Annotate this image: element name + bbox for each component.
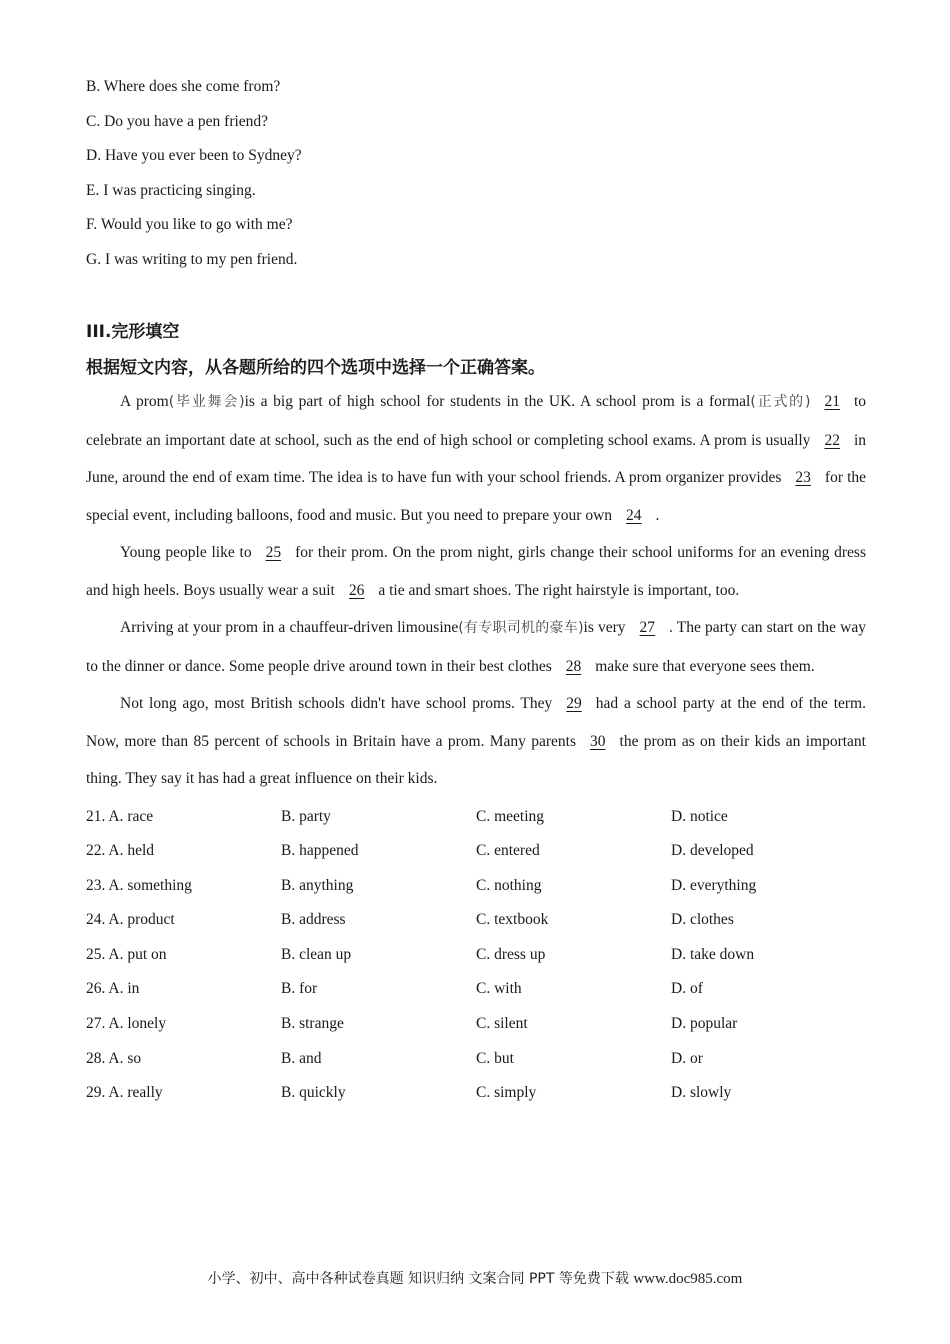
question-options-table bbox=[86, 800, 866, 1111]
blank-21[interactable]: 21 bbox=[824, 393, 840, 410]
option-f: F. Would you like to go with me? bbox=[86, 216, 293, 233]
section-title: III.完形填空 bbox=[86, 322, 180, 342]
text: is a big part of high school for students in the UK. A school prom is a formal bbox=[244, 393, 751, 410]
passage-paragraph-3 bbox=[86, 609, 866, 685]
choice-b[interactable]: B. party bbox=[281, 807, 331, 825]
choice-d[interactable]: D. notice bbox=[671, 807, 728, 825]
choice-a[interactable]: 22. A. held bbox=[86, 842, 155, 860]
annotation: (毕业舞会) bbox=[168, 394, 245, 410]
choice-a[interactable]: 26. A. in bbox=[86, 980, 140, 998]
choice-c[interactable]: C. meeting bbox=[476, 807, 545, 825]
choice-c[interactable]: C. dress up bbox=[476, 945, 546, 963]
blank-25[interactable]: 25 bbox=[265, 544, 282, 561]
choice-d[interactable]: D. developed bbox=[671, 842, 754, 860]
choice-d[interactable]: D. or bbox=[671, 1049, 703, 1067]
choice-d[interactable]: D. popular bbox=[671, 1015, 738, 1033]
question-row bbox=[86, 1007, 866, 1042]
option-d: D. Have you ever been to Sydney? bbox=[86, 147, 302, 164]
blank-24[interactable]: 24 bbox=[626, 506, 642, 524]
choice-d[interactable]: D. of bbox=[671, 980, 703, 998]
choice-c[interactable]: C. entered bbox=[476, 842, 540, 860]
text: the prom as on their kids an important thing. They say it has had a great influence on their kids. bbox=[86, 732, 866, 787]
text: a tie and smart shoes. The right hairstyle is important, too. bbox=[378, 581, 740, 599]
option-b: B. Where does she come from? bbox=[86, 78, 281, 95]
footer-url-link[interactable]: www.doc985.com bbox=[633, 1271, 743, 1287]
choice-d[interactable]: D. take down bbox=[671, 945, 755, 963]
text: is very bbox=[583, 619, 626, 636]
choice-c[interactable]: C. but bbox=[476, 1049, 514, 1067]
choice-a[interactable]: 21. A. race bbox=[86, 807, 154, 825]
text: for their prom. On the prom night, girls change their school uniforms for an evening dress and high heels. Boys usually wear a suit bbox=[86, 544, 866, 599]
question-row bbox=[86, 938, 866, 973]
question-row bbox=[86, 1076, 866, 1111]
choice-b[interactable]: B. and bbox=[281, 1049, 322, 1067]
page-footer bbox=[0, 1268, 950, 1288]
question-row bbox=[86, 869, 866, 904]
annotation: (有专职司机的豪车) bbox=[458, 620, 584, 636]
choice-a[interactable]: 29. A. really bbox=[86, 1084, 163, 1102]
blank-27[interactable]: 27 bbox=[639, 619, 656, 636]
footer-text: 小学、初中、高中各种试卷真题 知识归纳 文案合同 PPT 等免费下载 bbox=[207, 1271, 629, 1287]
text: A prom bbox=[120, 393, 169, 410]
blank-22[interactable]: 22 bbox=[824, 431, 840, 449]
text: Arriving at your prom in a chauffeur-driven limousine bbox=[120, 619, 459, 636]
section-instruction: 根据短文内容，从各题所给的四个选项中选择一个正确答案。 bbox=[86, 358, 545, 378]
choice-b[interactable]: B. address bbox=[281, 911, 346, 929]
blank-30[interactable]: 30 bbox=[590, 732, 606, 750]
question-row bbox=[86, 972, 866, 1007]
question-row bbox=[86, 1042, 866, 1077]
text: to celebrate an important date at school, such as the end of high school or completing school exams. A prom is usually bbox=[86, 393, 866, 449]
question-row bbox=[86, 903, 866, 938]
blank-26[interactable]: 26 bbox=[348, 581, 365, 599]
choice-a[interactable]: 28. A. so bbox=[86, 1049, 142, 1067]
option-c: C. Do you have a pen friend? bbox=[86, 112, 269, 130]
text: in June, around the end of exam time. The idea is to have fun with your school friends. A prom organizer provides bbox=[86, 431, 866, 486]
blank-23[interactable]: 23 bbox=[795, 469, 811, 486]
choice-b[interactable]: B. happened bbox=[281, 842, 359, 860]
option-e: E. I was practicing singing. bbox=[86, 181, 256, 199]
text: Not long ago, most British schools didn't have school proms. They bbox=[120, 695, 553, 712]
answer-options-list bbox=[86, 70, 866, 277]
text: for the special event, including balloons, food and music. But you need to prepare your own bbox=[86, 469, 867, 524]
choice-b[interactable]: B. clean up bbox=[281, 945, 352, 963]
choice-b[interactable]: B. anything bbox=[281, 876, 354, 894]
choice-c[interactable]: C. with bbox=[476, 980, 522, 998]
passage-paragraph-1 bbox=[86, 383, 866, 534]
choice-b[interactable]: B. for bbox=[281, 980, 318, 998]
text: had a school party at the end of the term. Now, more than 85 percent of schools in Britain have a prom. Many parents bbox=[86, 695, 866, 750]
choice-d[interactable]: D. clothes bbox=[671, 911, 734, 929]
choice-d[interactable]: D. everything bbox=[671, 876, 757, 894]
blank-28[interactable]: 28 bbox=[565, 657, 582, 675]
choice-a[interactable]: 25. A. put on bbox=[86, 945, 167, 963]
annotation: (正式的) bbox=[750, 394, 811, 410]
choice-b[interactable]: B. quickly bbox=[281, 1084, 346, 1102]
choice-c[interactable]: C. textbook bbox=[476, 911, 549, 929]
choice-c[interactable]: C. simply bbox=[476, 1084, 537, 1102]
choice-a[interactable]: 27. A. lonely bbox=[86, 1015, 167, 1033]
option-g: G. I was writing to my pen friend. bbox=[86, 250, 298, 268]
text: . The party can start on the way to the dinner or dance. Some people drive around town in their best clothes bbox=[86, 619, 866, 675]
passage-paragraph-2 bbox=[86, 534, 866, 609]
question-row bbox=[86, 834, 866, 869]
question-row bbox=[86, 800, 866, 835]
choice-b[interactable]: B. strange bbox=[281, 1015, 344, 1033]
blank-29[interactable]: 29 bbox=[566, 695, 582, 712]
choice-c[interactable]: C. nothing bbox=[476, 876, 542, 894]
choice-c[interactable]: C. silent bbox=[476, 1015, 528, 1033]
choice-d[interactable]: D. slowly bbox=[671, 1084, 732, 1102]
passage-paragraph-4 bbox=[86, 685, 866, 798]
choice-a[interactable]: 24. A. product bbox=[86, 911, 175, 929]
text: . bbox=[655, 506, 660, 524]
choice-a[interactable]: 23. A. something bbox=[86, 876, 192, 894]
text: make sure that everyone sees them. bbox=[595, 657, 815, 675]
text: Young people like to bbox=[120, 544, 252, 561]
document-page bbox=[86, 70, 866, 1111]
